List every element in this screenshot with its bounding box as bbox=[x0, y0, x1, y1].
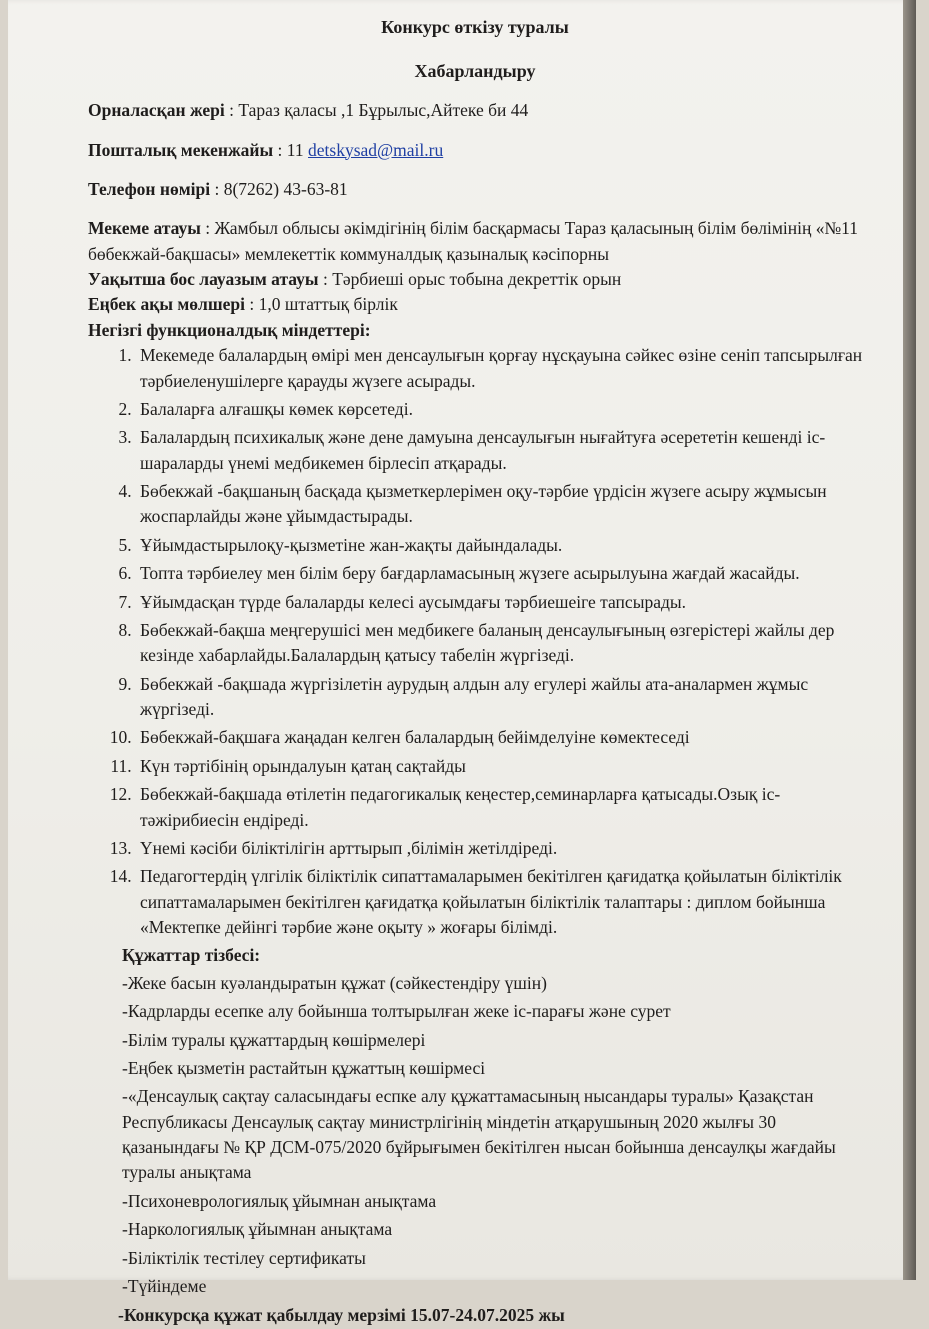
position-value: Тәрбиеші орыс тобына декреттік орын bbox=[332, 269, 622, 290]
documents-heading: Құжаттар тізбесі: bbox=[122, 945, 261, 966]
document-item: -Психоневрологиялық ұйымнан анықтама bbox=[122, 1190, 437, 1211]
duty-item: 13. Үнемі кәсіби біліктілігін арттырып ,білімін жетілдіреді. bbox=[136, 836, 870, 861]
postal-field: Пошталық мекенжайы : 11 detskysad@mail.ru bbox=[88, 139, 444, 160]
duties-list bbox=[80, 343, 870, 940]
document-item: -«Денсаулық сақтау саласындағы еспке алу құжаттамасының нысандары туралы» Қазақстан Республикасы Денсаулық сақтау министрлігінің міндетін атқарушының 2020 жылғы 30 қазанындағы № ҚР ДСМ-075/2020 бұйрығымен бекітілген нысан бойынша денсаулқы жағдайы туралы анықтама bbox=[122, 1086, 836, 1183]
announcement-document bbox=[80, 10, 870, 1329]
phone-value: 8(7262) 43-63-81 bbox=[223, 178, 348, 199]
duty-item: 2. Балаларға алғашқы көмек көрсетеді. bbox=[136, 397, 870, 422]
duty-item: 4. Бөбекжай -бақшаның басқада қызметкерлерімен оқу-тәрбие үрдісін жүзеге асыру жұмысын жоспарлайды және ұйымдастырады. bbox=[136, 479, 870, 530]
organization-label: Мекеме атауы bbox=[88, 218, 201, 239]
submission-deadline: -Конкурсқа құжат қабылдау мерзімі 15.07-24.07.2025 жы bbox=[118, 1305, 565, 1326]
duty-item: 11. Күн тәртібінің орындалуын қатаң сақтайды bbox=[136, 754, 870, 779]
document-title: Конкурс өткізу туралы bbox=[381, 17, 569, 37]
duty-item: 6. Топта тәрбиелеу мен білім беру бағдарламасының жүзеге асырылуына жағдай жасайды. bbox=[136, 561, 870, 586]
duties-heading: Негізгі функционалдық міндеттері: bbox=[88, 319, 371, 340]
organization-value: Жамбыл облысы әкімдігінің білім басқармасы Тараз қаласының білім бөлімінің «№11 бөбекжай-бақшасы» мемлекеттік коммуналдық қазыналық кәсіпорны bbox=[88, 218, 859, 264]
organization-field: Мекеме атауы : Жамбыл облысы әкімдігінің білім басқармасы Тараз қаласының білім бөлімінің «№11 бөбекжай-бақшасы» мемлекеттік коммуналдық қазыналық кәсіпорны bbox=[88, 218, 859, 264]
position-field: Уақытша бос лауазым атауы : Тәрбиеші орыс тобына декреттік орын bbox=[88, 269, 622, 290]
location-value: Тараз қаласы ,1 Бұрылыс,Айтеке би 44 bbox=[238, 100, 529, 121]
document-subtitle: Хабарландыру bbox=[414, 61, 536, 82]
documents-section bbox=[122, 943, 870, 1299]
salary-field: Еңбек ақы мөлшері : 1,0 штаттық бірлік bbox=[88, 294, 398, 315]
document-item: -Наркологиялық ұйымнан анықтама bbox=[122, 1219, 393, 1240]
location-field: Орналасқан жері : Тараз қаласы ,1 Бұрылыс,Айтеке би 44 bbox=[88, 100, 529, 121]
phone-field: Телефон нөмірі : 8(7262) 43-63-81 bbox=[88, 178, 348, 199]
email-link[interactable]: detskysad@mail.ru bbox=[308, 139, 444, 160]
document-item: -Жеке басын куәландыратын құжат (сәйкестендіру үшін) bbox=[122, 972, 547, 993]
paper-edge-shadow bbox=[903, 0, 916, 1280]
duty-item: 10. Бөбекжай-бақшаға жаңадан келген балалардың бейімделуіне көмектеседі bbox=[136, 725, 870, 750]
paper-sheet bbox=[8, 0, 916, 1326]
salary-label: Еңбек ақы мөлшері bbox=[88, 294, 245, 315]
document-item: -Кадрларды есепке алу бойынша толтырылған жеке іс-парағы және сурет bbox=[122, 1001, 671, 1022]
phone-label: Телефон нөмірі bbox=[88, 178, 211, 199]
duty-item: 1. Мекемеде балалардың өмірі мен денсаулығын қорғау нұсқауына сәйкес өзіне сеніп тапсырылған тәрбиеленушілерге қарауды жүзеге асырады. bbox=[136, 343, 870, 394]
duty-item: 8. Бөбекжай-бақша меңгерушісі мен медбикеге баланың денсаулығының өзгерістері жайлы дер кезінде хабарлайды.Балалардың қатысу табелін жүргізеді. bbox=[136, 618, 870, 669]
document-item: -Білім туралы құжаттардың көшірмелері bbox=[122, 1029, 426, 1050]
position-label: Уақытша бос лауазым атауы bbox=[88, 269, 319, 290]
duty-item: 12. Бөбекжай-бақшада өтілетін педагогикалық кеңестер,семинарларға қатысады.Озық іс-тәжірибиесін ендіреді. bbox=[136, 782, 870, 833]
document-item: -Біліктілік тестілеу сертификаты bbox=[122, 1247, 366, 1268]
duty-item: 9. Бөбекжай -бақшада жүргізілетін аурудың алдын алу егулері жайлы ата-аналармен жұмыс жүргізеді. bbox=[136, 672, 870, 723]
document-item: -Еңбек қызметін растайтын құжаттың көшірмесі bbox=[122, 1057, 486, 1078]
location-label: Орналасқан жері bbox=[88, 100, 225, 121]
document-item: -Түйіндеме bbox=[122, 1275, 207, 1296]
duty-item: 7. Ұйымдасқан түрде балаларды келесі аусымдағы тәрбиешеіге тапсырады. bbox=[136, 590, 870, 615]
duty-item: 14. Педагогтердің үлгілік біліктілік сипаттамаларымен бекітілген қағидатқа қойылатын біліктілік сипаттамаларымен бекітілген қағидатқа қойылатын біліктілік талаптары : диплом бойынша «Мектепке дейінгі тәрбие және оқыту » жоғары білімді. bbox=[136, 864, 870, 940]
duty-item: 3. Балалардың психикалық және дене дамуына денсаулығын нығайтуға әсерететін кешенді іс-шараларды үнемі медбикемен бірлесіп атқарады. bbox=[136, 425, 870, 476]
postal-label: Пошталық мекенжайы bbox=[88, 139, 274, 160]
postal-prefix: 11 bbox=[286, 139, 304, 160]
salary-value: 1,0 штаттық бірлік bbox=[258, 294, 398, 315]
duty-item: 5. Ұйымдастырылоқу-қызметіне жан-жақты дайындалады. bbox=[136, 533, 870, 558]
